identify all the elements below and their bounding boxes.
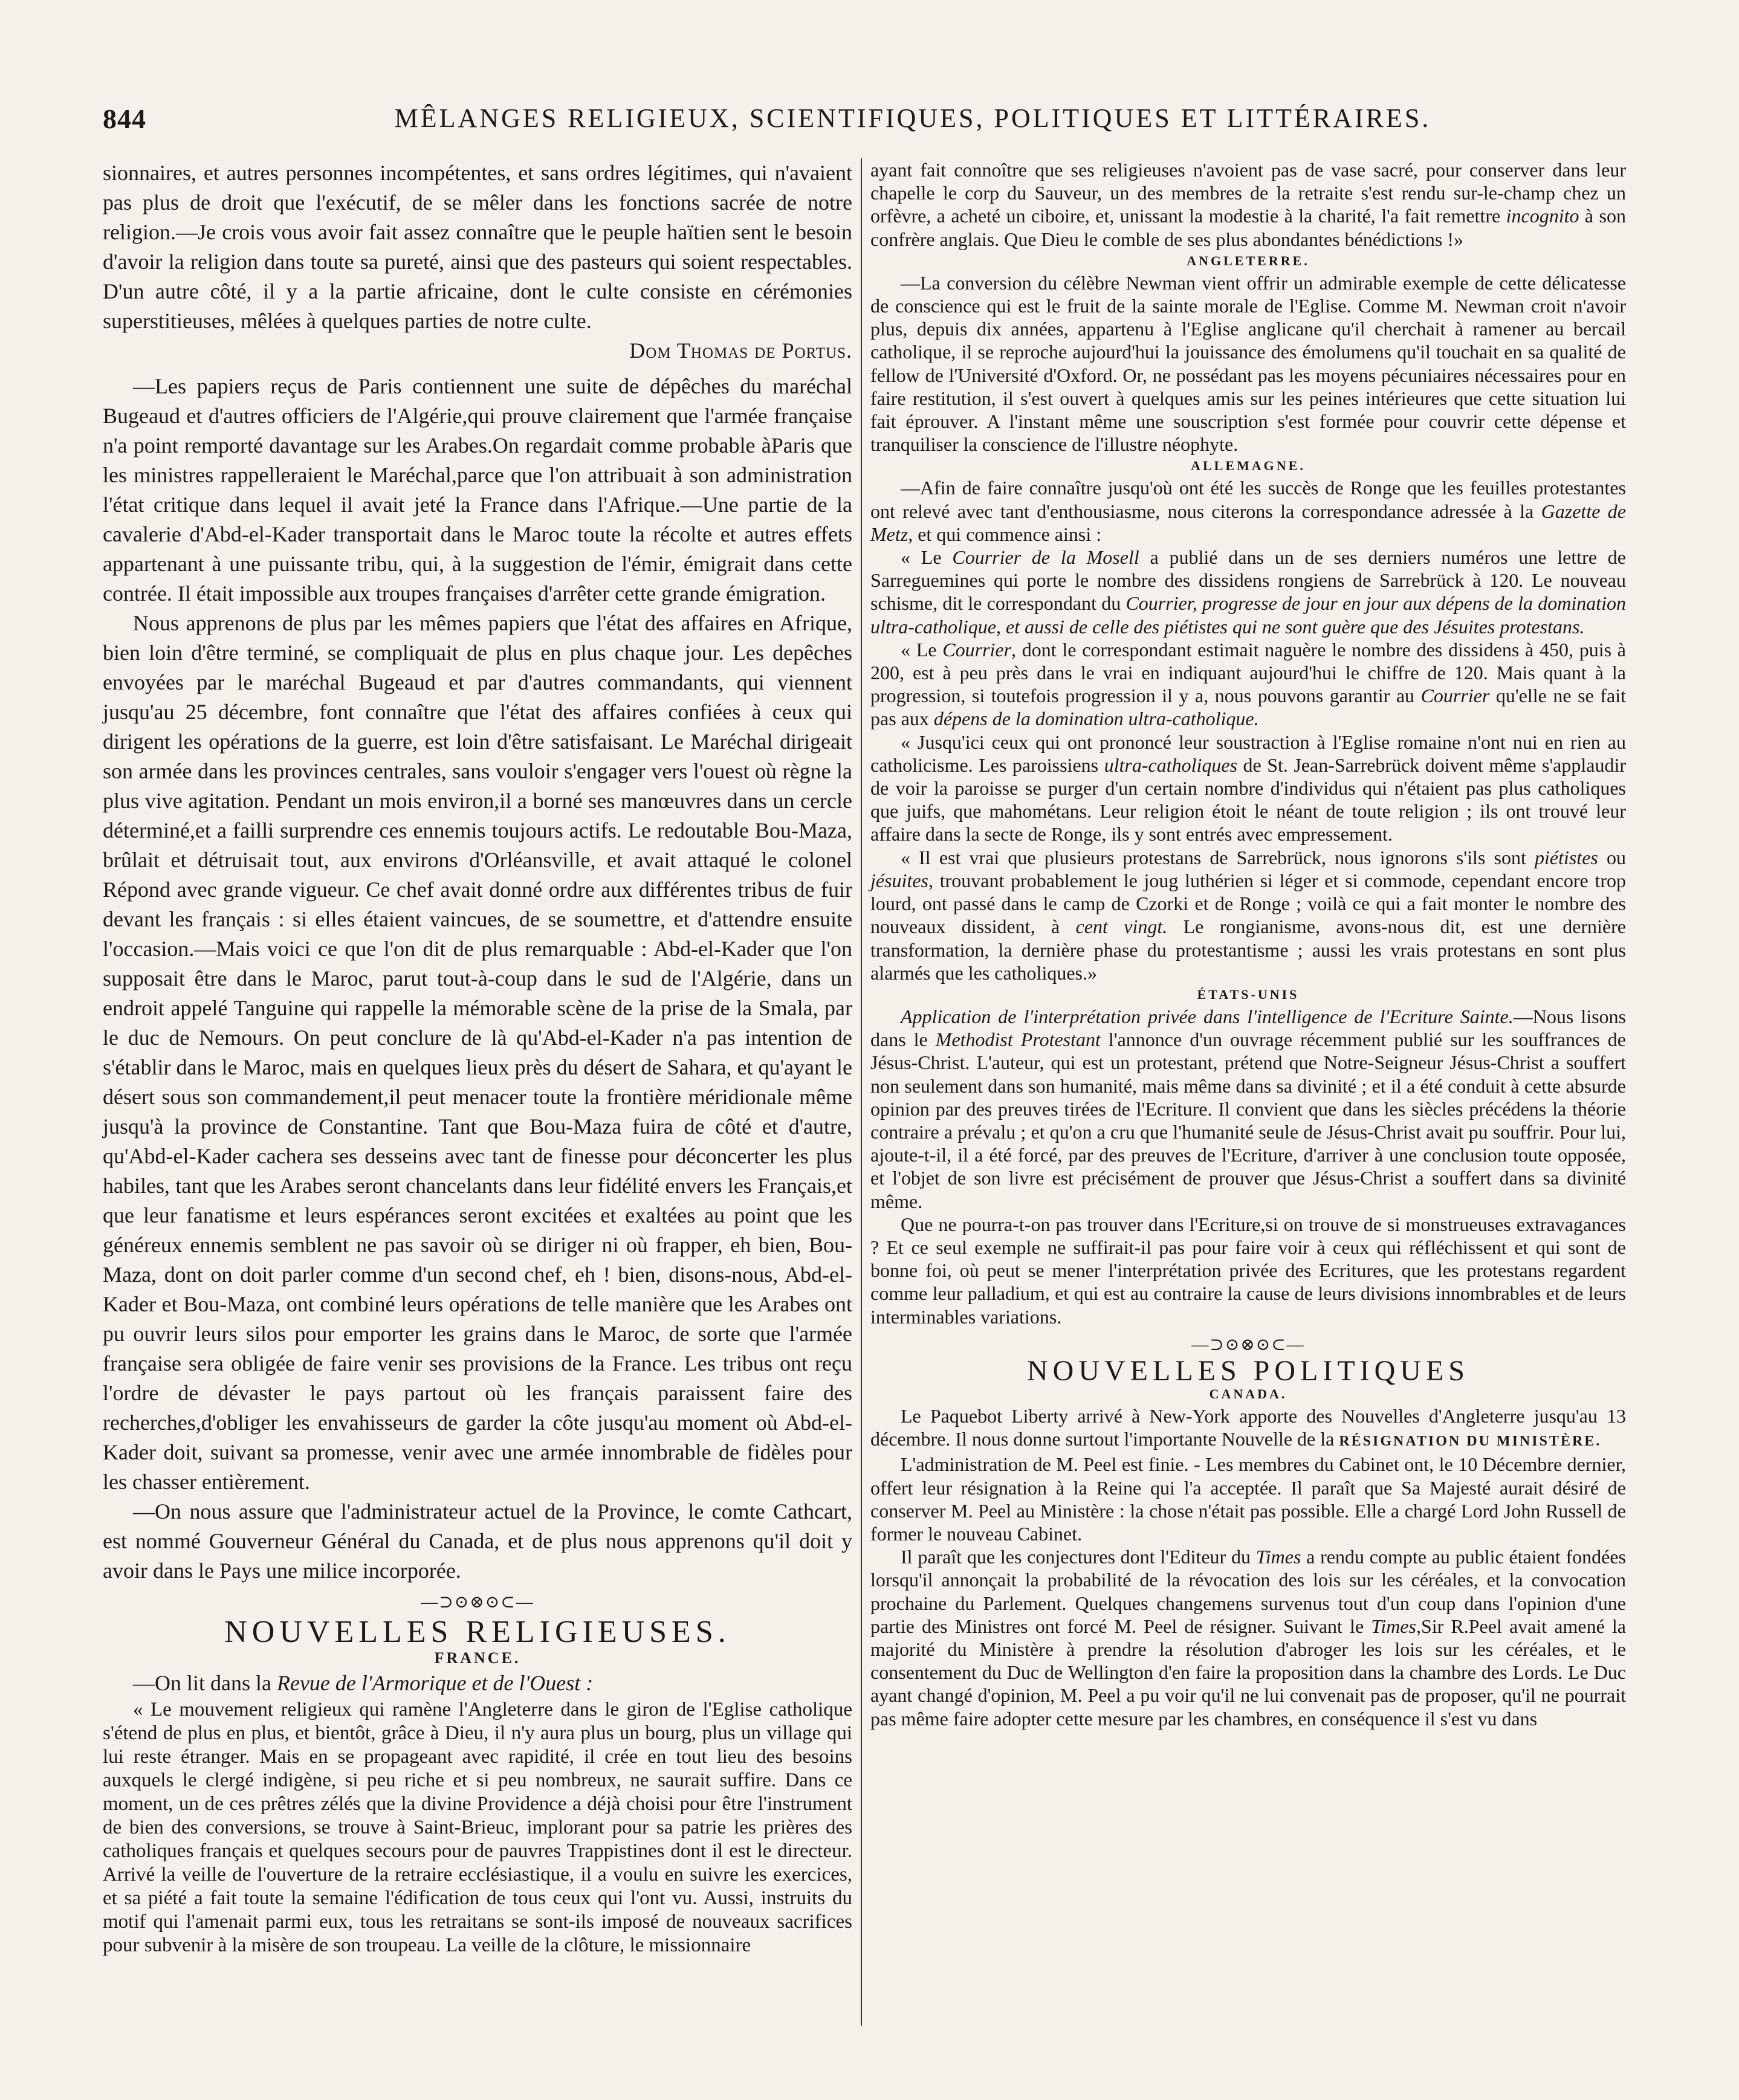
column-divider — [861, 158, 862, 2026]
paragraph: —On nous assure que l'administrateur actuel de la Province, le comte Cathcart, est nommé Gouverneur Général du Canada, et de plus nous apprenons qu'il doit y avoir dans le Pays une milice incorporée. — [103, 1499, 852, 1583]
section-title: NOUVELLES RELIGIEUSES. — [224, 1615, 731, 1649]
paragraph: L'administration de M. Peel est finie. - Les membres du Cabinet ont, le 10 Décembre dernier, offert leur résignation à la Reine qui l'a acceptée. Il paraît que Sa Majesté aurait désiré de conserver M. Peel au Ministère : la chose n'était pas possible. Elle a chargé Lord John Russell de former le nouveau Cabinet. — [870, 1453, 1626, 1545]
quotation: « Le mouvement religieux qui ramène l'Angleterre dans le giron de l'Eglise catholique s'étend de plus en plus, et bientôt, grâce à Dieu, il n'y aura plus un bourg, plus un village qui lui reste étranger. Mais en se propageant avec rapidité, il crée en tout lieu des besoins auxquels le clergé indigène, si peu riche et si peu nombreux, ne saurait suffire. Dans ce moment, un de ces prêtres zélés que la divine Providence a déjà choisi pour être l'instrument de bien des conversions, se trouve à Saint-Brieuc, implorant pour sa patrie les prières des catholiques français et quelques secours pour de pauvres Trappistines dont il est le directeur. Arrivé la veille de l'ouverture de la retraire ecclésiastique, il a voulu en suivre les exercices, et sa piété a fait toute la semaine l'édification de tous ceux qui l'ont vu. Aussi, instruits du motif qui l'amenait parmi eux, tous les retraitans se sont-ils imposé de nouveaux sacrifices pour subvenir à la misère de son troupeau. La veille de la clôture, le missionnaire — [103, 1699, 852, 1956]
paragraph: Il paraît que les conjectures dont l'Editeur du Times a rendu compte au public étaient fondées lorsqu'il annonçait la probabilité de la révocation des lois sur les céréales, et la convocation prochaine du Parlement. Quelques changemens survenus tout d'un coup dans l'opinion d'une partie des Ministres ont forcé M. Peel de résigner. Suivant le Times,Sir R.Peel avait amené la majorité du Ministère à prendre la résolution d'abroger les lois sur les céréales, et le consentement du Duc de Wellington d'en faire la proposition dans la chambre des Lords. Le Duc ayant changé d'opinion, M. Peel a pu voir qu'il ne lui convenait pas de proposer, qu'il ne pourrait pas même faire adopter cette mesure par les chambres, en conséquence il s'est vu dans — [870, 1546, 1627, 1730]
running-title: MÊLANGES RELIGIEUX, SCIENTIFIQUES, POLITIQUES ET LITTÉRAIRES. — [394, 103, 1431, 133]
section-title: NOUVELLES POLITIQUES — [1027, 1354, 1469, 1387]
paragraph: Nous apprenons de plus par les mêmes papiers que l'état des affaires en Afrique, bien loin d'être terminé, se compliquait de plus en plus chaque jour. Les depêches envoyées par le maréchal Bugeaud et par d'autres commandants, qui viennent jusqu'au 25 décembre, font connaître que l'état des affaires confiées à ceux qui dirigent les opérations de la guerre, est loin d'être satisfaisant. Le Maréchal dirigeait son armée dans les provinces centrales, sans vouloir s'engager vers l'ouest où règne la plus vive agitation. Pendant un mois environ,il a borné ses manœuvres dans un cercle déterminé,et a failli surprendre ces ennemis toujours actifs. Le redoutable Bou-Maza, brûlait et détruisait tout, aux environs d'Orléansville, et avait attaqué le colonel Répond avec grande vigueur. Ce chef avait donné ordre aux différentes tribus de fuir devant les français : si elles étaient vaincues, de se soumettre, et d'attendre ensuite l'occasion.—Mais voici ce que l'on dit de plus remarquable : Abd-el-Kader que l'on supposait être dans le Maroc, parut tout-à-coup dans le sud de l'Algérie, dans un endroit appelé Tanguine qui rappelle la mémorable scène de la prise de la Smala, par le duc de Nemours. On peut conclure de là qu'Abd-el-Kader n'a pas intention de s'établir dans le Maroc, mais en quelques lieux près du désert de Sahara, et qu'ayant le désert sous son commandement,il peut menacer toute la frontière méridionale même jusqu'à la province de Constantine. Tant que Bou-Maza fuira de côté et d'autre, qu'Abd-el-Kader cachera ses desseins avec tant de finesse pour déconcerter les plus habiles, tant que les Arabes seront chancelants dans leur fidélité envers les Français,et que leur fanatisme et leurs espérances seront excitées et exaltées au point que les généreux ennemis semblent ne pas savoir où se diriger ni où frapper, eh bien, Bou-Maza, dont on doit parler comme d'un second chef, eh ! bien, disons-nous, Abd-el-Kader et Bou-Maza, ont combiné leurs opérations de telle manière que les Arabes ont pu ouvrir leurs silos pour emporter les grains dans le Maroc, de sorte que l'armée française sera obligée de faire venir ses provisions de la France. Les tribus ont reçu l'ordre de dévaster le pays partout où les français paraissent faire des recherches,d'obliger les envahisseurs de garder la côte jusqu'au moment où Abd-el-Kader doit, suivant sa promesse, venir avec une armée innombrable de fidèles pour les chasser entièrement. — [103, 611, 852, 1494]
left-column — [103, 158, 852, 1957]
paragraph: sionnaires, et autres personnes incompétentes, et sans ordres légitimes, qui n'avaient pas plus de droit que l'exécutif, de se mêler dans les fonctions sacrée de notre religion.—Je crois vous avoir fait assez connaître que le peuple haïtien sent le besoin d'avoir la religion dans toute sa pureté, ainsi que des pasteurs qui soient respectables. D'un autre côté, il y a la partie africaine, dont le culte consiste en cérémonies superstitieuses, mêlées à quelques parties de notre culte. — [103, 161, 852, 333]
paragraph: —Afin de faire connaître jusqu'où ont été les succès de Ronge que les feuilles protestantes ont relevé avec tant d'enthousiasme, nous citerons la correspondance adressée à la Gazette de Metz, et qui commence ainsi : — [870, 477, 1627, 545]
paragraph: —Les papiers reçus de Paris contiennent une suite de dépêches du maréchal Bugeaud et d'autres officiers de l'Algérie,qui prouve clairement que l'armée française n'a point remporté davantage sur les Arabes.On regardait comme probable àParis que les ministres rappelleraient le Maréchal,parce que l'on attribuait à son administration l'état critique dans lequel il avait jeté la France dans l'Afrique.—Une partie de la cavalerie d'Abd-el-Kader transportait dans le Maroc toute la récolte et autres effets appartenant à une puissante tribu, qui, à la suggestion de l'émir, émigrait dans cette contrée. Il était impossible aux troupes françaises d'arrêter cette grande émigration. — [103, 374, 852, 606]
ornament: —⊃⊙⊗⊙⊂— — [421, 1593, 534, 1612]
paragraph: Le Paquebot Liberty arrivé à New-York apporte des Nouvelles d'Angleterre jusqu'au 13 décembre. Il nous donne surtout l'importante Nouvelle de la RÉSIGNATION DU MINISTÈRE. — [870, 1404, 1626, 1450]
paragraph: « Il est vrai que plusieurs protestans de Sarrebrück, nous ignorons s'ils sont piétistes ou jésuites, trouvant probablement le joug luthérien si léger et si commode, cependant encore trop lourd, ont passé dans le camp de Czorki et de Ronge ; voilà ce qui a fait monter le nombre des nouveaux dissident, à cent vingt. Le rongianisme, avons-nous dit, est une dernière transformation, la dernière phase du protestantisme ; aussi les vrais protestans en sont plus alarmés que les catholiques.» — [870, 846, 1627, 984]
paragraph: —On lit dans la Revue de l'Armorique et de l'Ouest : — [133, 1671, 594, 1695]
paragraph: « Le Courrier de la Mosell a publié dans un de ses derniers numéros une lettre de Sarreguemines qui porte le nombre des dissidens rongiens de Sarrebrück à 120. Le nouveau schisme, dit le correspondant du Courrier, progresse de jour en jour aux dépens de la domination ultra-catholique, et aussi de celle des piétistes qui ne sont guère que des Jésuites protestans. — [870, 546, 1627, 638]
subsection-title: FRANCE. — [434, 1649, 521, 1667]
subsection-title: ALLEMAGNE. — [1191, 458, 1306, 474]
paragraph: —La conversion du célèbre Newman vient offrir un admirable exemple de cette délicatesse de conscience qui est le fruit de la sainte morale de l'Eglise. Comme M. Newman croit n'avoir plus, depuis dix années, appartenu à l'Eglise anglicane qu'il cherchait à ramener au bercail catholique, il se reproche aujourd'hui la jouissance des émolumens qu'il touchait en sa qualité de fellow de l'Université d'Oxford. Or, ne possédant pas les moyens pécuniaires nécessaires pour en faire restitution, il s'est ouvert à quelques amis sur les peines intérieures que cette situation lui fait éprouver. A l'instant même une souscription s'est formée pour couvrir cette dépense et tranquiliser la conscience de l'illustre néophyte. — [870, 271, 1626, 456]
ornament: —⊃⊙⊗⊙⊂— — [1191, 1335, 1305, 1354]
signature: Dom Thomas de Portus. — [629, 338, 852, 363]
paragraph: Application de l'interprétation privée dans l'intelligence de l'Ecriture Sainte.—Nous lisons dans le Methodist Protestant l'annonce d'un ouvrage récemment publié sur les souffrances de Jésus-Christ. L'auteur, qui est un protestant, prétend que Notre-Seigneur Jésus-Christ a souffert non seulement dans son humanité, mais même dans sa divinité ; et il a été conduit à cette absurde opinion par des preuves tirées de l'Ecriture. Il convient que dans les siècles précédens la théorie contraire a prévalu ; et qu'on a cru que l'humanité seule de Jésus-Christ avait pu souffrir. Pour lui, ajoute-t-il, il a été forcé, par des preuves de l'Ecriture, d'arriver à une conclusion toute opposée, et l'objet de son livre est précisément de prouver que Jésus-Christ a souffert dans sa divinité même. — [870, 1005, 1627, 1212]
paragraph: Que ne pourra-t-on pas trouver dans l'Ecriture,si on trouve de si monstrueuses extravagances ? Et ce seul exemple ne suffirait-il pas pour faire voir à ceux qui réfléchissent et qui sont de bonne foi, où peut se mener l'interprétation privée des Ecritures, que les protestans regardent comme leur palladium, et qui est au contraire la cause de leurs divisions innombrables et de leurs interminables variations. — [870, 1213, 1626, 1328]
subsection-title: ÉTATS-UNIS — [1197, 986, 1300, 1002]
paragraph: ayant fait connoître que ses religieuses n'avoient pas de vase sacré, pour conserver dans leur chapelle le corp du Sauveur, un des membres de la retraite s'est rendu sur-le-champ chez un orfèvre, a acheté un ciboire, et, unissant la modestie à la charité, l'a fait remettre incognito à son confrère anglais. Que Dieu le comble de ses plus abondantes bénédictions !» — [870, 159, 1627, 250]
paragraph: « Le Courrier, dont le correspondant estimait naguère le nombre des dissidens à 450, puis à 200, est à peu près dans le vrai en indiquant aujourd'hui le chiffre de 120. Mais quant à la progression, si toutefois progression il y a, nous pouvons garantir au Courrier qu'elle ne se fait pas aux dépens de la domination ultra-catholique. — [870, 638, 1627, 730]
page-header — [103, 103, 1650, 145]
page-number: 844 — [103, 103, 146, 134]
right-column — [870, 158, 1626, 1730]
subsection-title: CANADA. — [1209, 1386, 1287, 1401]
paragraph: « Jusqu'ici ceux qui ont prononcé leur soustraction à l'Eglise romaine n'ont nui en rien au catholicisme. Les paroissiens ultra-catholiques de St. Jean-Sarrebrück doivent même s'applaudir de voir la paroisse se purger d'un certain nombre d'individus qui n'étaient pas plus catholiques que juifs, que mahométans. Leur religion étoit le néant de toute religion ; ils ont trouvé leur affaire dans la secte de Ronge, ils y sont entrés avec empressement. — [870, 731, 1627, 845]
subsection-title: ANGLETERRE. — [1187, 253, 1310, 268]
